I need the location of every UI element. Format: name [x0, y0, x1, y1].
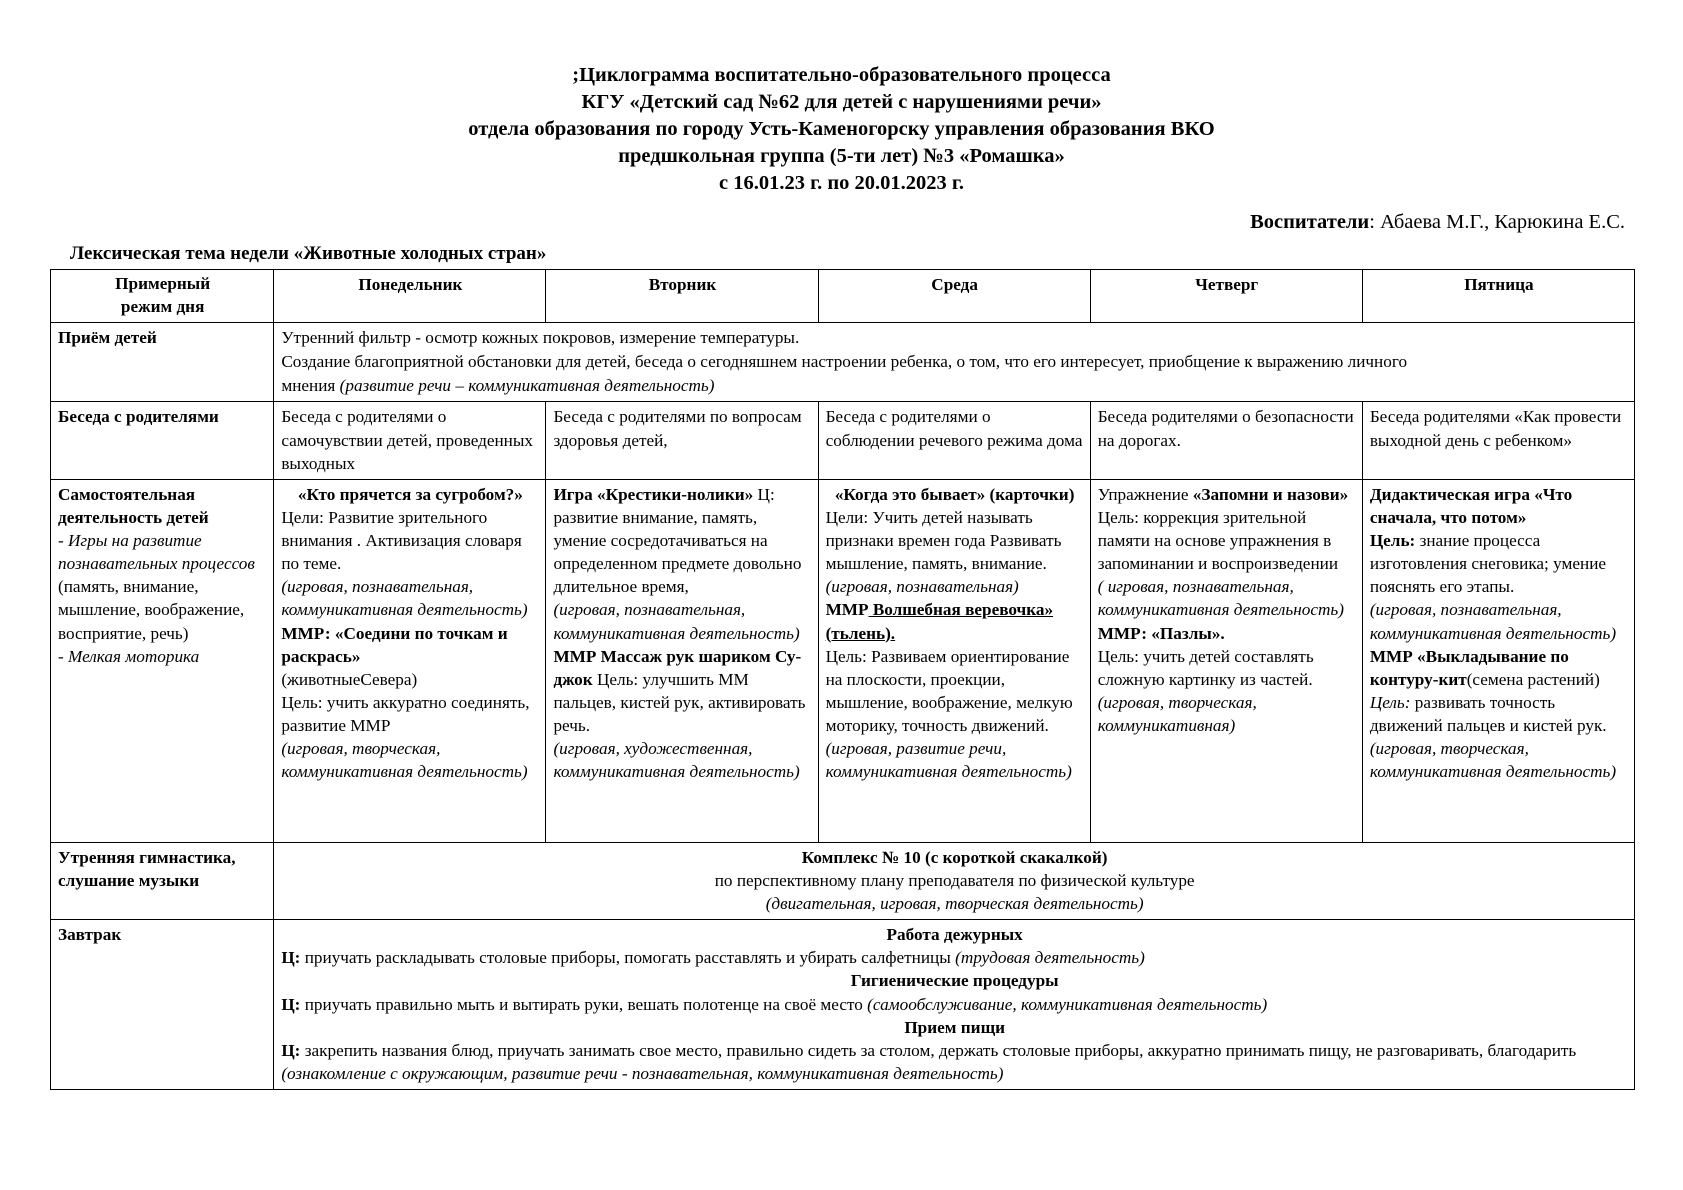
row-label-samostoyatelnaya	[51, 479, 274, 842]
samost-friday-mmr-goal-label: Цель:	[1369, 692, 1411, 712]
breakfast-text-2-italic: (самообслуживание, коммуникативная деятельность)	[867, 994, 1268, 1014]
beseda-monday: Беседа с родителями о самочувствии детей, проведенных выходных	[274, 402, 546, 479]
samost-label-plain-1: (память, внимание, мышление, воображение, восприятие, речь)	[58, 577, 245, 643]
title-line-1: ;Циклограмма воспитательно-образовательного процесса	[572, 64, 1111, 86]
samost-thursday-title-plain: Упражнение	[1097, 484, 1193, 504]
breakfast-text-2-plain: приучать правильно мыть и вытирать руки, вешать полотенце на своё место	[300, 994, 868, 1014]
samost-tuesday-mmr	[553, 645, 811, 738]
breakfast-goal-marker-2: Ц:	[281, 994, 301, 1014]
samost-thursday-goal: Цель: коррекция зрительной памяти на основе упражнения в запоминании и воспроизведении	[1097, 507, 1339, 574]
samost-thursday-mmr-goal: Цель: учить детей составлять сложную картинку из частей.	[1097, 646, 1314, 689]
samost-friday-mmr	[1370, 645, 1628, 691]
title-line-2: КГУ «Детский сад №62 для детей с нарушениями речи»	[581, 91, 1102, 114]
samost-tuesday-goal: Ц: развитие внимание, память, умение сосредотачиваться на определенном предмете довольно длительное время,	[553, 484, 802, 597]
samost-label-italic-2: - Мелкая моторика	[58, 646, 200, 666]
table-row-gymnastics	[51, 842, 1635, 919]
title-line-4: предшкольная группа (5-ти лет) №3 «Ромашка»	[618, 145, 1065, 168]
samost-monday-activity-2: (игровая, творческая, коммуникативная деятельность)	[281, 739, 528, 782]
breakfast-content	[274, 920, 1635, 1090]
regime-line-2: режим дня	[120, 296, 205, 316]
table-row-beseda	[51, 402, 1635, 479]
gymnastics-content	[274, 842, 1635, 919]
table-row-samostoyatelnaya	[51, 479, 1635, 842]
samost-tuesday	[546, 479, 818, 842]
breakfast-text-3-plain: закрепить названия блюд, приучать занимать свое место, правильно сидеть за столом, держать столовые приборы, аккуратно принимать пищу, не разговаривать, благодарить	[300, 1040, 1577, 1060]
gymnastics-line-1: Комплекс № 10 (с короткой скакалкой)	[801, 847, 1108, 867]
regime-line-1: Примерный	[115, 273, 211, 293]
beseda-wednesday: Беседа с родителями о соблюдении речевого режима дома	[818, 402, 1090, 479]
samost-wednesday-activity-1: (игровая, познавательная)	[825, 577, 1019, 597]
teachers-line	[0, 197, 1683, 235]
samost-label-bold: Самостоятельная деятельность детей	[58, 484, 209, 527]
column-header-friday: Пятница	[1362, 269, 1634, 322]
samost-friday-goal	[1370, 529, 1628, 598]
samost-tuesday-mmr-goal: Цель: улучшить ММ пальцев, кистей рук, активировать речь.	[553, 669, 806, 736]
samost-friday-mmr-title: ММР «Выкладывание по контуру-кит	[1369, 646, 1569, 689]
samost-label-group-1	[58, 529, 267, 645]
priem-content	[274, 323, 1635, 402]
breakfast-text-1-plain: приучать раскладывать столовые приборы, помогать расставлять и убирать салфетницы	[300, 948, 956, 968]
samost-wednesday-mmr-title: Волшебная веревочка» (тьлень).	[825, 600, 1054, 643]
samost-wednesday	[818, 479, 1090, 842]
breakfast-subtitle-2: Гигиенические процедуры	[850, 971, 1059, 991]
samost-monday	[274, 479, 546, 842]
samost-friday-goal-text: знание процесса изготовления снеговика; умение пояснять его этапы.	[1369, 531, 1607, 597]
samost-tuesday-head	[553, 483, 811, 599]
samost-thursday	[1090, 479, 1362, 842]
column-header-regime	[51, 269, 274, 322]
samost-friday-title: Дидактическая игра «Что сначала, что потом»	[1369, 484, 1573, 527]
priem-line-3-italic: (развитие речи – коммуникативная деятельность)	[339, 375, 715, 395]
samost-wednesday-activity-2: (игровая, развитие речи, коммуникативная деятельность)	[825, 739, 1072, 782]
teachers-value: : Абаева М.Г., Карюкина Е.С.	[1369, 211, 1625, 234]
priem-line-3	[281, 374, 1628, 398]
samost-thursday-activity-1: ( игровая, познавательная, коммуникативная деятельность)	[1097, 577, 1344, 620]
breakfast-text-3-italic: (ознакомление с окружающим, развитие речи - познавательная, коммуникативная деятельность)	[281, 1063, 1004, 1083]
breakfast-subtitle-1: Работа дежурных	[886, 925, 1023, 945]
beseda-tuesday: Беседа с родителями по вопросам здоровья детей,	[546, 402, 818, 479]
priem-line-1: Утренний фильтр - осмотр кожных покровов, измерение температуры.	[281, 328, 800, 348]
title-line-3: отдела образования по городу Усть-Каменогорску управления образования ВКО	[468, 118, 1215, 141]
samost-thursday-head	[1098, 483, 1356, 576]
column-header-thursday: Четверг	[1090, 269, 1362, 322]
samost-wednesday-goal: Цели: Учить детей называть признаки времен года Развивать мышление, память, внимание.	[825, 507, 1062, 574]
samost-friday-activity-1: (игровая, познавательная, коммуникативная деятельность)	[1369, 600, 1617, 643]
samost-thursday-mmr-title: ММР: «Пазлы».	[1097, 623, 1225, 643]
teachers-label: Воспитатели	[1250, 211, 1370, 234]
samost-tuesday-title: Игра «Крестики-нолики»	[553, 484, 754, 504]
breakfast-goal-marker-1: Ц:	[281, 948, 301, 968]
beseda-friday: Беседа родителями «Как провести выходной день с ребенком»	[1362, 402, 1634, 479]
row-label-beseda: Беседа с родителями	[51, 402, 274, 479]
breakfast-text-2	[281, 993, 1628, 1016]
title-line-5: с 16.01.23 г. по 20.01.2023 г.	[718, 172, 965, 195]
samost-friday-activity-2: (игровая, творческая, коммуникативная деятельность)	[1369, 739, 1617, 782]
table-row-breakfast	[51, 920, 1635, 1090]
samost-wednesday-mmr-label: ММР	[825, 600, 869, 620]
samost-tuesday-activity-1: (игровая, познавательная, коммуникативная деятельность)	[553, 600, 800, 643]
cyclogram-table	[50, 269, 1635, 1090]
samost-friday	[1362, 479, 1634, 842]
breakfast-text-1-italic: (трудовая деятельность)	[955, 948, 1145, 968]
samost-monday-mmr-goal: Цель: учить аккуратно соединять, развитие ММР	[281, 692, 530, 736]
breakfast-text-3	[281, 1039, 1628, 1085]
priem-line-2: Создание благоприятной обстановки для детей, беседа о сегодняшнем настроении ребенка, о том, что его интересует, приобщение к выражению личного	[281, 351, 1408, 371]
samost-monday-title: «Кто прячется за сугробом?»	[297, 484, 523, 504]
breakfast-text-1	[281, 946, 1628, 969]
column-header-tuesday: Вторник	[546, 269, 818, 322]
samost-monday-mmr-note: (животныеСевера)	[281, 669, 418, 689]
samost-wednesday-mmr	[826, 598, 1084, 644]
samost-wednesday-title: «Когда это бывает» (карточки)	[834, 484, 1075, 504]
samost-friday-mmr-note: (семена растений)	[1466, 669, 1600, 689]
row-label-gymnastics: Утренняя гимнастика, слушание музыки	[51, 842, 274, 919]
column-header-wednesday: Среда	[818, 269, 1090, 322]
samost-label-italic-1: - Игры на развитие познавательных процессов	[58, 531, 255, 574]
breakfast-subtitle-3: Прием пищи	[904, 1017, 1005, 1037]
samost-thursday-activity-2: (игровая, творческая, коммуникативная)	[1097, 692, 1257, 736]
samost-friday-mmr-goal-text: развивать точность движений пальцев и кистей рук.	[1369, 692, 1607, 736]
samost-monday-mmr-title: ММР: «Соедини по точкам и раскрась»	[281, 623, 508, 666]
table-header-row	[51, 269, 1635, 322]
gymnastics-line-3: (двигательная, игровая, творческая деятельность)	[765, 894, 1144, 914]
samost-tuesday-activity-2: (игровая, художественная, коммуникативная деятельность)	[553, 739, 800, 782]
beseda-thursday: Беседа родителями о безопасности на дорогах.	[1090, 402, 1362, 479]
row-label-breakfast: Завтрак	[51, 920, 274, 1090]
samost-wednesday-mmr-goal: Цель: Развиваем ориентирование на плоскости, проекции, мышление, воображение, мелкую моторику, точность движений.	[825, 646, 1073, 736]
row-label-priem: Приём детей	[51, 323, 274, 402]
table-row-priem	[51, 323, 1635, 402]
samost-friday-mmr-goal	[1370, 691, 1628, 784]
samost-friday-goal-label: Цель:	[1369, 531, 1416, 551]
samost-monday-goal: Цели: Развитие зрительного внимания . Активизация словаря по теме.	[281, 507, 522, 574]
breakfast-goal-marker-3: Ц:	[281, 1040, 301, 1060]
gymnastics-line-2: по перспективному плану преподавателя по физической культуре	[714, 870, 1195, 890]
samost-tuesday-mmr-title: ММР Массаж рук шариком Су-джок	[553, 646, 802, 689]
column-header-monday: Понедельник	[274, 269, 546, 322]
document-title	[0, 0, 1683, 197]
lexical-theme: Лексическая тема недели «Животные холодных стран»	[70, 242, 547, 264]
samost-monday-activity-1: (игровая, познавательная, коммуникативная деятельность)	[281, 577, 528, 620]
priem-line-3-plain: мнения	[281, 375, 340, 395]
samost-thursday-title-bold: «Запомни и назови»	[1192, 484, 1349, 504]
